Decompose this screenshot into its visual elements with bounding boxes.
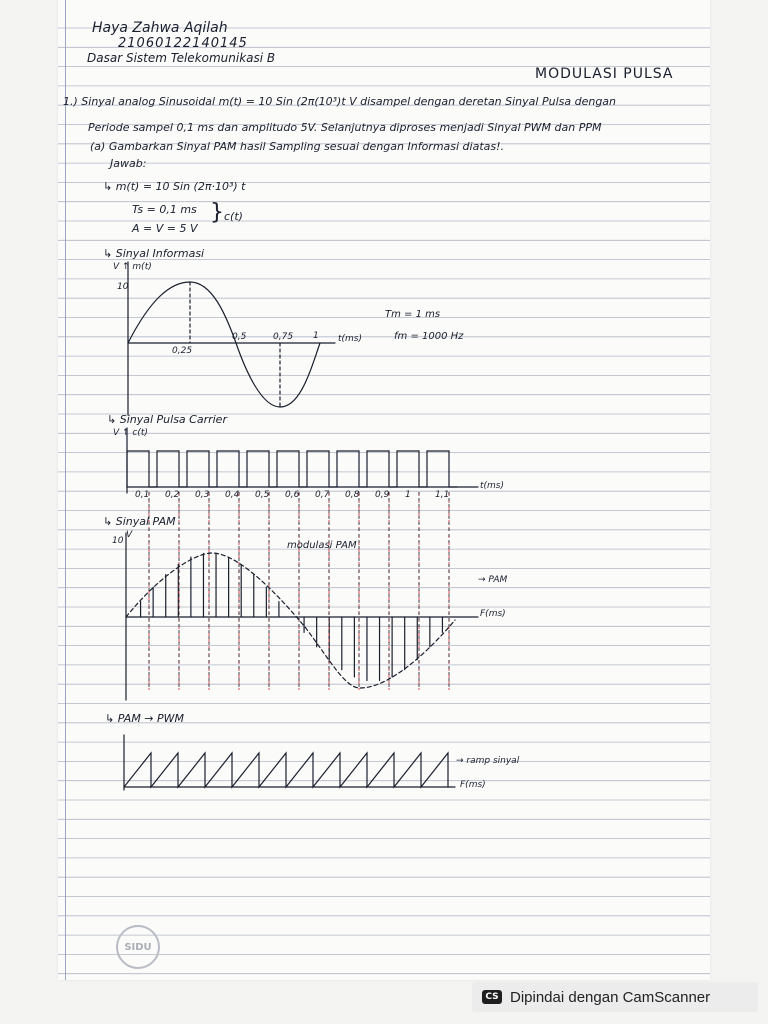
pam-envelope bbox=[126, 553, 455, 688]
section-pulse-title: ↳ Sinyal Pulsa Carrier bbox=[107, 413, 227, 426]
pulse-tick-label: 0,3 bbox=[195, 490, 210, 500]
pulse-tick-label: 0,4 bbox=[225, 490, 240, 500]
question-line-3: (a) Gambarkan Sinyal PAM hasil Sampling sesuai dengan Informasi diatas!. bbox=[90, 140, 505, 153]
student-name: Haya Zahwa Aqilah bbox=[92, 20, 228, 36]
equation-a: A = V = 5 V bbox=[132, 222, 198, 235]
pulse-tick-label: 0,1 bbox=[135, 490, 150, 500]
pwm-x-label: F(ms) bbox=[460, 780, 486, 790]
pwm-ramp-label: → ramp sinyal bbox=[456, 756, 520, 766]
answer-heading: Jawab: bbox=[110, 157, 147, 170]
pulse-tick-label: 0,9 bbox=[375, 490, 390, 500]
pulse-tick-label: 0,5 bbox=[255, 490, 270, 500]
brace-symbol: } bbox=[210, 200, 224, 225]
pam-annotation: modulasi PAM bbox=[287, 540, 357, 551]
info-tick-1: 1 bbox=[313, 331, 319, 341]
pulse-train-waveform bbox=[127, 451, 457, 487]
info-y-max-label: 10 bbox=[117, 282, 129, 292]
page-title: MODULASI PULSA bbox=[535, 66, 674, 82]
course-name: Dasar Sistem Telekomunikasi B bbox=[87, 51, 276, 65]
info-y-axis-label: V ↑ m(t) bbox=[113, 262, 152, 272]
info-fm: fm = 1000 Hz bbox=[394, 331, 464, 342]
section-pam-title: ↳ Sinyal PAM bbox=[103, 515, 176, 528]
pulse-tick-label: 0,6 bbox=[285, 490, 300, 500]
equation-ts: Ts = 0,1 ms bbox=[132, 203, 197, 216]
pulse-tick-label: 0,2 bbox=[165, 490, 180, 500]
pam-y-unit: V bbox=[126, 530, 133, 540]
info-tm: Tm = 1 ms bbox=[385, 309, 441, 320]
info-tick-025: 0,25 bbox=[172, 346, 193, 356]
sidu-stamp: SIDU bbox=[116, 925, 160, 969]
brace-label: c(t) bbox=[224, 210, 243, 223]
equation-m: ↳ m(t) = 10 Sin (2π·10³) t bbox=[103, 180, 246, 193]
pulse-tick-label: 0,7 bbox=[315, 490, 330, 500]
question-line-1: 1.) Sinyal analog Sinusoidal m(t) = 10 Sin (2π(10³)t V disampel dengan deretan Sinyal Pulsa dengan bbox=[63, 95, 617, 108]
info-x-label: t(ms) bbox=[338, 334, 363, 344]
pulse-x-label: t(ms) bbox=[480, 481, 505, 491]
pwm-ramp-waveform bbox=[124, 753, 448, 787]
section-info-title: ↳ Sinyal Informasi bbox=[103, 247, 205, 260]
student-nim: 21060122140145 bbox=[118, 36, 248, 51]
pulse-tick-label: 1,1 bbox=[435, 490, 450, 500]
info-tick-075: 0,75 bbox=[273, 332, 294, 342]
pam-y-axis-label: 10 bbox=[112, 536, 124, 546]
camscanner-icon: CS bbox=[482, 990, 502, 1004]
pam-x-label: F(ms) bbox=[480, 609, 506, 619]
info-tick-05: 0,5 bbox=[232, 332, 247, 342]
pulse-y-axis-label: V ↑ c(t) bbox=[113, 428, 148, 438]
section-pwm-title: ↳ PAM → PWM bbox=[105, 712, 185, 725]
question-line-2: Periode sampel 0,1 ms dan amplitudo 5V. Selanjutnya diproses menjadi Sinyal PWM dan PPM bbox=[88, 121, 602, 134]
pam-signal-label: → PAM bbox=[478, 575, 508, 585]
camscanner-text: Dipindai dengan CamScanner bbox=[510, 988, 711, 1006]
pulse-tick-label: 1 bbox=[405, 490, 411, 500]
camscanner-watermark bbox=[472, 982, 758, 1012]
pulse-tick-label: 0,8 bbox=[345, 490, 360, 500]
info-sine-curve bbox=[128, 282, 320, 407]
